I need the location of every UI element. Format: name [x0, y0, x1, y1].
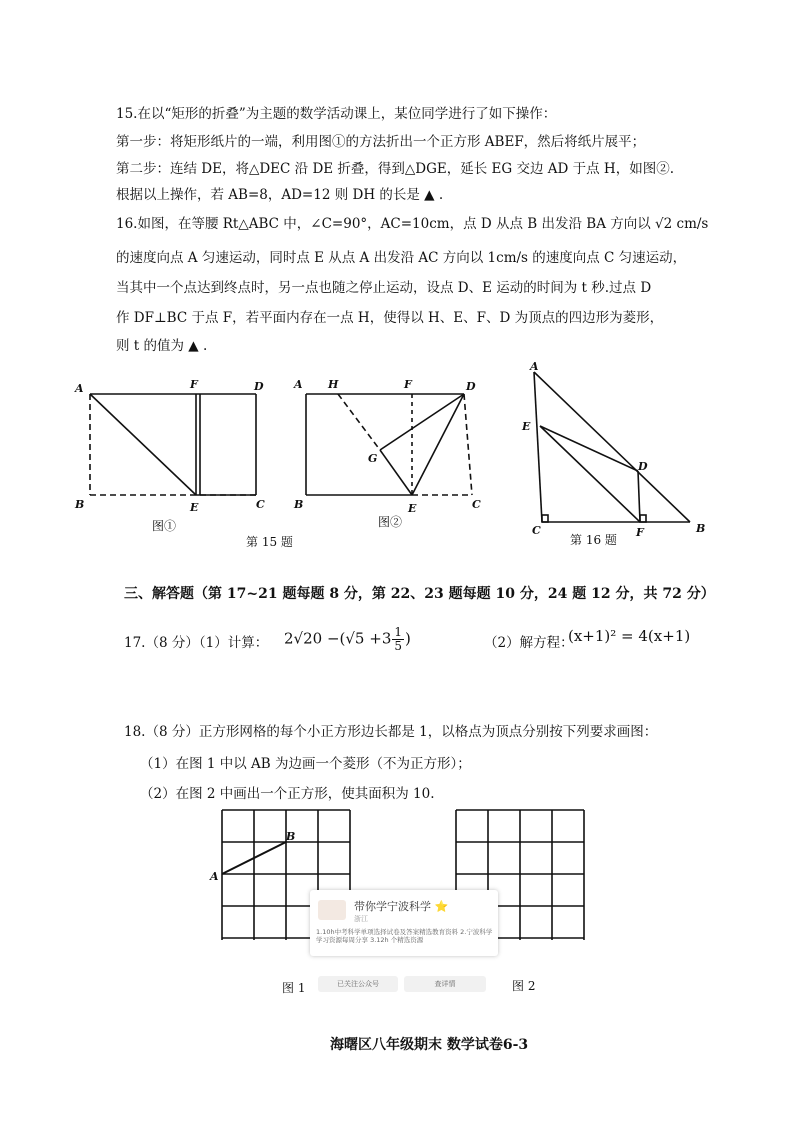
q16-line-4: 作 DF⊥BC 于点 F，若平面内存在一点 H，使得以 H、E、F、D 为顶点的四边形为菱形，	[116, 310, 664, 326]
q15-figure-label: 第 15 题	[246, 535, 293, 549]
q17-expr-a: 2√20 −(√5 +3	[284, 629, 392, 648]
q17-label: 17.（8 分）（1）计算：	[124, 635, 269, 651]
fig2-label-A: A	[294, 378, 303, 391]
popup-body: 1.10h中考科学单项选择试卷及答案精选教育资料 2.宁波科学学习资源每周分享 3.12h 个精选资源	[316, 928, 493, 944]
fig2-label-B: B	[294, 498, 304, 511]
fig16-label-F: F	[636, 526, 644, 539]
popup-subtitle: 浙江	[354, 915, 368, 923]
fig2-label-C: C	[472, 498, 481, 511]
fig1-label-C: C	[256, 498, 265, 511]
q18-line-1: 18.（8 分）正方形网格的每个小正方形边长都是 1，以格点为顶点分别按下列要求画图：	[124, 724, 658, 740]
figure-1	[90, 394, 256, 495]
fig2-label-D: D	[466, 380, 476, 393]
q17-part2-label: （2）解方程：	[484, 635, 574, 651]
q17-equation: (x+1)² = 4(x+1)	[568, 627, 691, 645]
followed-button[interactable]: 已关注公众号	[318, 976, 398, 992]
fig2-label-G: G	[368, 452, 378, 465]
fig1-label-D: D	[254, 380, 264, 393]
fig2-caption: 图②	[378, 515, 403, 529]
q16-figure-label: 第 16 题	[570, 533, 617, 547]
q15-line-4: 根据以上操作，若 AB=8，AD=12 则 DH 的长是 ▲ .	[116, 187, 444, 203]
q17-frac-num: 1	[394, 625, 402, 639]
account-logo-icon	[318, 900, 346, 920]
grid1-caption: 图 1	[282, 981, 306, 995]
q18-line-3: （2）在图 2 中画出一个正方形，使其面积为 10.	[140, 786, 435, 802]
geometry-figures	[0, 360, 794, 560]
fig16-label-D: D	[638, 460, 648, 473]
fig1-label-E: E	[190, 501, 199, 514]
grid1-label-A: A	[210, 870, 219, 883]
promo-popup[interactable]	[310, 890, 498, 956]
fig2-label-F: F	[404, 378, 412, 391]
q17-frac-den: 5	[394, 639, 402, 653]
grid2-caption: 图 2	[512, 979, 536, 993]
q16-line-1: 16.如图，在等腰 Rt△ABC 中，∠C=90°，AC=10cm，点 D 从点 B 出发沿 BA 方向以 √2 cm/s	[116, 216, 709, 232]
section-3-heading: 三、解答题（第 17~21 题每题 8 分，第 22、23 题每题 10 分，24 题 12 分，共 72 分）	[124, 586, 715, 602]
q17-fraction	[392, 626, 404, 653]
fig2-label-E: E	[408, 502, 417, 515]
q17-expression	[284, 626, 411, 653]
q15-line-3: 第二步：连结 DE，将△DEC 沿 DE 折叠，得到△DGE，延长 EG 交边 AD 于点 H，如图②.	[116, 161, 674, 177]
fig16-label-C: C	[532, 524, 541, 537]
q15-line-2: 第一步：将矩形纸片的一端，利用图①的方法折出一个正方形 ABEF，然后将纸片展平；	[116, 134, 646, 150]
page-footer: 海曙区八年级期末 数学试卷6-3	[330, 1037, 529, 1053]
fig1-label-B: B	[75, 498, 85, 511]
q18-line-2: （1）在图 1 中以 AB 为边画一个菱形（不为正方形）；	[140, 756, 471, 772]
grid1-label-B: B	[286, 830, 296, 843]
fig16-label-B: B	[696, 522, 706, 535]
view-details-button[interactable]: 查详情	[404, 976, 486, 992]
figure-2	[306, 394, 472, 495]
q16-line-5: 则 t 的值为 ▲ .	[116, 338, 208, 354]
fig16-label-E: E	[522, 420, 531, 433]
popup-title: 带你学宁波科学 ⭐	[354, 900, 449, 913]
fig1-caption: 图①	[152, 519, 177, 533]
q17-expr-close: )	[405, 629, 411, 648]
q16-line-3: 当其中一个点达到终点时，另一点也随之停止运动，设点 D、E 运动的时间为 t 秒.过点 D	[116, 280, 652, 296]
fig16-label-A: A	[530, 360, 539, 373]
figure-16	[534, 372, 690, 522]
fig2-label-H: H	[328, 378, 339, 391]
fig1-label-A: A	[75, 382, 84, 395]
q15-line-1: 15.在以“矩形的折叠”为主题的数学活动课上，某位同学进行了如下操作：	[116, 106, 557, 122]
fig1-label-F: F	[190, 378, 198, 391]
q16-line-2: 的速度向点 A 匀速运动，同时点 E 从点 A 出发沿 AC 方向以 1cm/s 的速度向点 C 匀速运动，	[116, 250, 687, 266]
